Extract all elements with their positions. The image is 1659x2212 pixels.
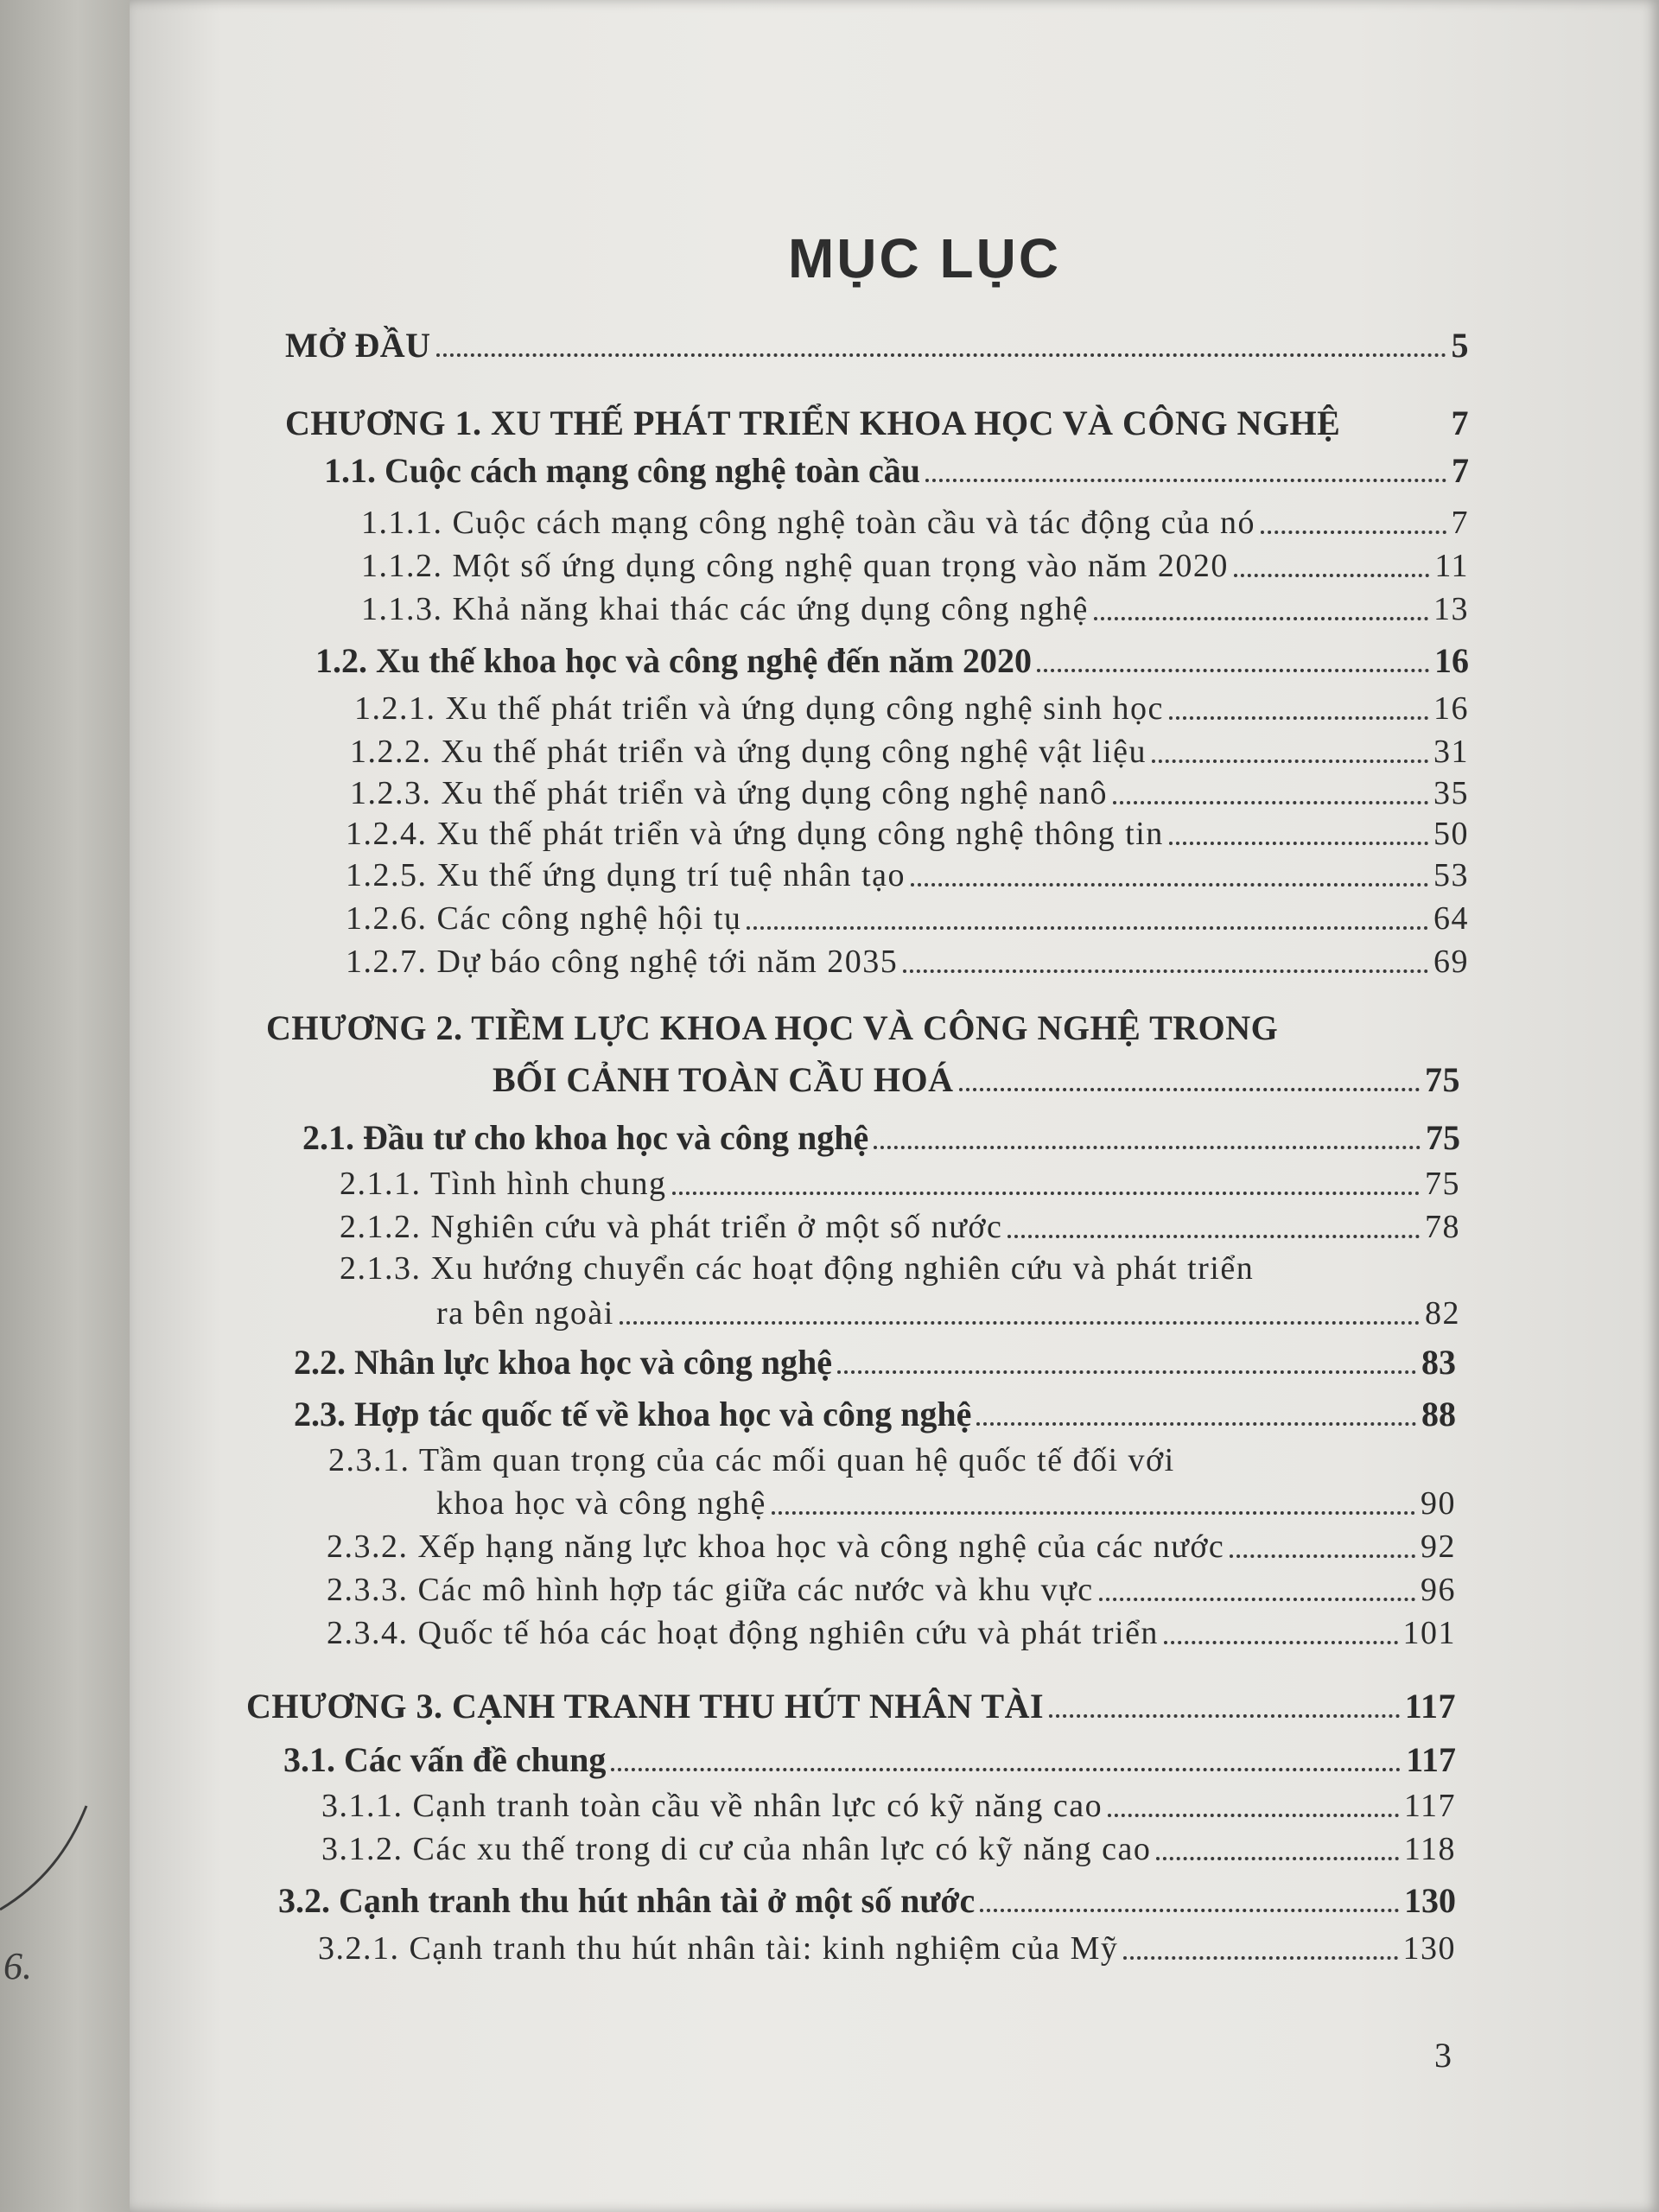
entry-title: 1.2.3. Xu thế phát triển và ứng dụng công nghệ nanô [350, 775, 1108, 811]
toc-entry-subsection[interactable] [350, 730, 1469, 773]
dot-leader [1152, 760, 1428, 763]
entry-page: 7 [1451, 404, 1469, 442]
entry-page: 5 [1451, 326, 1469, 365]
entry-page: 11 [1434, 548, 1469, 584]
entry-page: 78 [1425, 1209, 1460, 1245]
dot-leader [874, 1146, 1421, 1149]
toc-entry-subsection[interactable] [346, 854, 1469, 897]
entry-title: 1.2.4. Xu thế phát triển và ứng dụng công nghệ thông tin [346, 816, 1164, 852]
toc-entry-subsection-line-1[interactable]: 2.1.3. Xu hướng chuyển các hoạt động nghiên cứu và phát triển [340, 1250, 1255, 1287]
dot-leader [837, 1370, 1416, 1374]
toc-entry-subsection[interactable] [346, 812, 1469, 855]
toc-entry-subsection[interactable] [318, 1927, 1456, 1970]
dot-leader [959, 1088, 1420, 1091]
dot-leader [976, 1422, 1416, 1426]
entry-title: 3.2.1. Cạnh tranh thu hút nhân tài: kinh nghiệm của Mỹ [318, 1930, 1119, 1967]
toc-entry-subsection[interactable] [354, 687, 1469, 730]
toc-entry-subsection[interactable] [340, 1162, 1460, 1205]
dot-leader [1037, 669, 1429, 672]
dot-leader [980, 1909, 1399, 1912]
entry-title: 2.2. Nhân lực khoa học và công nghệ [294, 1343, 832, 1382]
entry-page: 88 [1421, 1395, 1456, 1433]
entry-page: 92 [1421, 1529, 1456, 1565]
toc-entry-subsection[interactable] [327, 1525, 1456, 1568]
dot-leader [1113, 801, 1428, 804]
entry-page: 82 [1425, 1295, 1460, 1332]
toc-entry-section[interactable] [294, 1341, 1456, 1384]
entry-page: 117 [1404, 1687, 1456, 1726]
toc-entry-section[interactable] [283, 1738, 1456, 1782]
dot-leader [747, 926, 1428, 930]
entry-title: 1.1.2. Một số ứng dụng công nghệ quan trọng vào năm 2020 [361, 548, 1229, 584]
toc-entry-introduction[interactable] [285, 324, 1469, 367]
entry-page: 31 [1433, 734, 1469, 770]
entry-page: 50 [1433, 816, 1469, 852]
toc-entry-chapter-2[interactable] [493, 1058, 1460, 1102]
entry-page: 117 [1403, 1788, 1456, 1824]
entry-title: MỞ ĐẦU [285, 326, 431, 365]
entry-title: 2.1.2. Nghiên cứu và phát triển ở một số nước [340, 1209, 1003, 1245]
entry-title: 1.2.6. Các công nghệ hội tụ [346, 900, 742, 937]
dot-leader [1094, 617, 1428, 620]
toc-entry-section[interactable] [294, 1393, 1456, 1436]
margin-mark: 6. [3, 1945, 32, 1987]
entry-page: 75 [1426, 1118, 1460, 1157]
dot-leader [611, 1768, 1401, 1771]
dot-leader [1049, 1714, 1400, 1718]
entry-page: 75 [1425, 1166, 1460, 1202]
dot-leader [1169, 842, 1428, 845]
entry-title: khoa học và công nghệ [436, 1485, 766, 1522]
dot-leader [925, 479, 1446, 482]
entry-title: BỐI CẢNH TOÀN CẦU HOÁ [493, 1060, 954, 1099]
toc-entry-section[interactable] [302, 1116, 1460, 1160]
entry-page: 7 [1451, 505, 1469, 541]
entry-title: 1.1. Cuộc cách mạng công nghệ toàn cầu [324, 451, 921, 490]
dot-leader [1099, 1598, 1415, 1601]
toc-entry-section[interactable] [324, 449, 1469, 493]
toc-entry-chapter-1[interactable] [285, 402, 1469, 445]
toc-entry-subsection[interactable] [436, 1292, 1460, 1335]
entry-page: 64 [1433, 900, 1469, 937]
dot-leader [672, 1192, 1420, 1195]
toc-entry-chapter-3[interactable] [246, 1685, 1456, 1728]
entry-page: 130 [1404, 1881, 1456, 1920]
toc-entry-subsection[interactable] [327, 1611, 1456, 1655]
entry-title: 1.1.1. Cuộc cách mạng công nghệ toàn cầu và tác động của nó [361, 505, 1256, 541]
dot-leader [1156, 1857, 1399, 1860]
toc-entry-subsection[interactable] [321, 1784, 1456, 1827]
entry-page: 16 [1434, 641, 1469, 680]
entry-title: 3.1.2. Các xu thế trong di cư của nhân lực có kỹ năng cao [321, 1831, 1152, 1867]
entry-page: 101 [1402, 1615, 1456, 1651]
entry-page: 69 [1433, 944, 1469, 980]
toc-entry-subsection[interactable] [321, 1827, 1456, 1871]
dot-leader [1169, 716, 1428, 720]
toc-entry-subsection[interactable] [346, 897, 1469, 940]
entry-title: 1.2. Xu thế khoa học và công nghệ đến năm 2020 [315, 641, 1033, 680]
dot-leader [1123, 1956, 1397, 1960]
entry-title: 2.3. Hợp tác quốc tế về khoa học và công nghệ [294, 1395, 972, 1433]
page-number: 3 [1434, 2036, 1452, 2075]
toc-entry-subsection[interactable] [340, 1205, 1460, 1249]
entry-title: CHƯƠNG 1. XU THẾ PHÁT TRIỂN KHOA HỌC VÀ CÔNG NGHỆ [285, 404, 1341, 442]
toc-entry-subsection[interactable] [436, 1482, 1456, 1525]
entry-title: 3.1.1. Cạnh tranh toàn cầu về nhân lực có kỹ năng cao [321, 1788, 1103, 1824]
entry-page: 35 [1433, 775, 1469, 811]
entry-page: 7 [1452, 451, 1469, 490]
dot-leader [1108, 1814, 1399, 1817]
dot-leader [1007, 1235, 1420, 1238]
entry-title: 2.1.1. Tình hình chung [340, 1166, 667, 1202]
toc-entry-subsection[interactable] [361, 588, 1469, 631]
dot-leader [903, 969, 1428, 973]
entry-page: 53 [1433, 857, 1469, 893]
toc-entry-subsection-line-1[interactable]: 2.3.1. Tầm quan trọng của các mối quan hệ quốc tế đối với [328, 1442, 1175, 1478]
entry-page: 13 [1433, 591, 1469, 627]
dot-leader [1234, 574, 1430, 577]
entry-title: CHƯƠNG 3. CẠNH TRANH THU HÚT NHÂN TÀI [246, 1687, 1045, 1726]
dot-leader [1261, 531, 1446, 534]
toc-entry-subsection[interactable] [346, 940, 1469, 983]
toc-entry-chapter-2-line-1[interactable]: CHƯƠNG 2. TIỀM LỰC KHOA HỌC VÀ CÔNG NGHỆ TRONG [266, 1008, 1279, 1047]
toc-entry-subsection[interactable] [327, 1568, 1456, 1611]
toc-entry-section[interactable] [278, 1879, 1456, 1923]
entry-page: 83 [1421, 1343, 1456, 1382]
entry-page: 75 [1425, 1060, 1460, 1099]
entry-title: 2.1. Đầu tư cho khoa học và công nghệ [302, 1118, 869, 1157]
entry-title: 2.3.4. Quốc tế hóa các hoạt động nghiên cứu và phát triển [327, 1615, 1159, 1651]
toc-entry-subsection[interactable] [350, 772, 1469, 815]
entry-title: ra bên ngoài [436, 1295, 614, 1332]
entry-page: 118 [1403, 1831, 1456, 1867]
entry-page: 117 [1406, 1740, 1456, 1779]
entry-page: 96 [1421, 1572, 1456, 1608]
dot-leader [772, 1511, 1415, 1515]
entry-title: 1.2.5. Xu thế ứng dụng trí tuệ nhân tạo [346, 857, 906, 893]
entry-title: 2.3.3. Các mô hình hợp tác giữa các nước và khu vực [327, 1572, 1094, 1608]
entry-page: 90 [1421, 1485, 1456, 1522]
entry-title: 3.1. Các vấn đề chung [283, 1740, 607, 1779]
toc-entry-section[interactable] [315, 639, 1469, 683]
entry-title: 1.2.7. Dự báo công nghệ tới năm 2035 [346, 944, 899, 980]
dot-leader [436, 353, 1446, 357]
page-title: MỤC LỤC [787, 227, 1062, 289]
entry-title: 1.2.2. Xu thế phát triển và ứng dụng công nghệ vật liệu [350, 734, 1147, 770]
entry-title: 1.1.3. Khả năng khai thác các ứng dụng công nghệ [361, 591, 1089, 627]
entry-page: 130 [1402, 1930, 1456, 1967]
dot-leader [1164, 1641, 1398, 1644]
entry-title: 1.2.1. Xu thế phát triển và ứng dụng công nghệ sinh học [354, 690, 1164, 727]
dot-leader [911, 883, 1428, 887]
entry-title: 3.2. Cạnh tranh thu hút nhân tài ở một số nước [278, 1881, 976, 1920]
toc-entry-subsection[interactable] [361, 544, 1469, 588]
entry-page: 16 [1433, 690, 1469, 727]
dot-leader [620, 1321, 1420, 1325]
toc-entry-subsection[interactable] [361, 501, 1469, 544]
entry-title: 2.3.2. Xếp hạng năng lực khoa học và công nghệ của các nước [327, 1529, 1225, 1565]
dot-leader [1230, 1554, 1415, 1558]
